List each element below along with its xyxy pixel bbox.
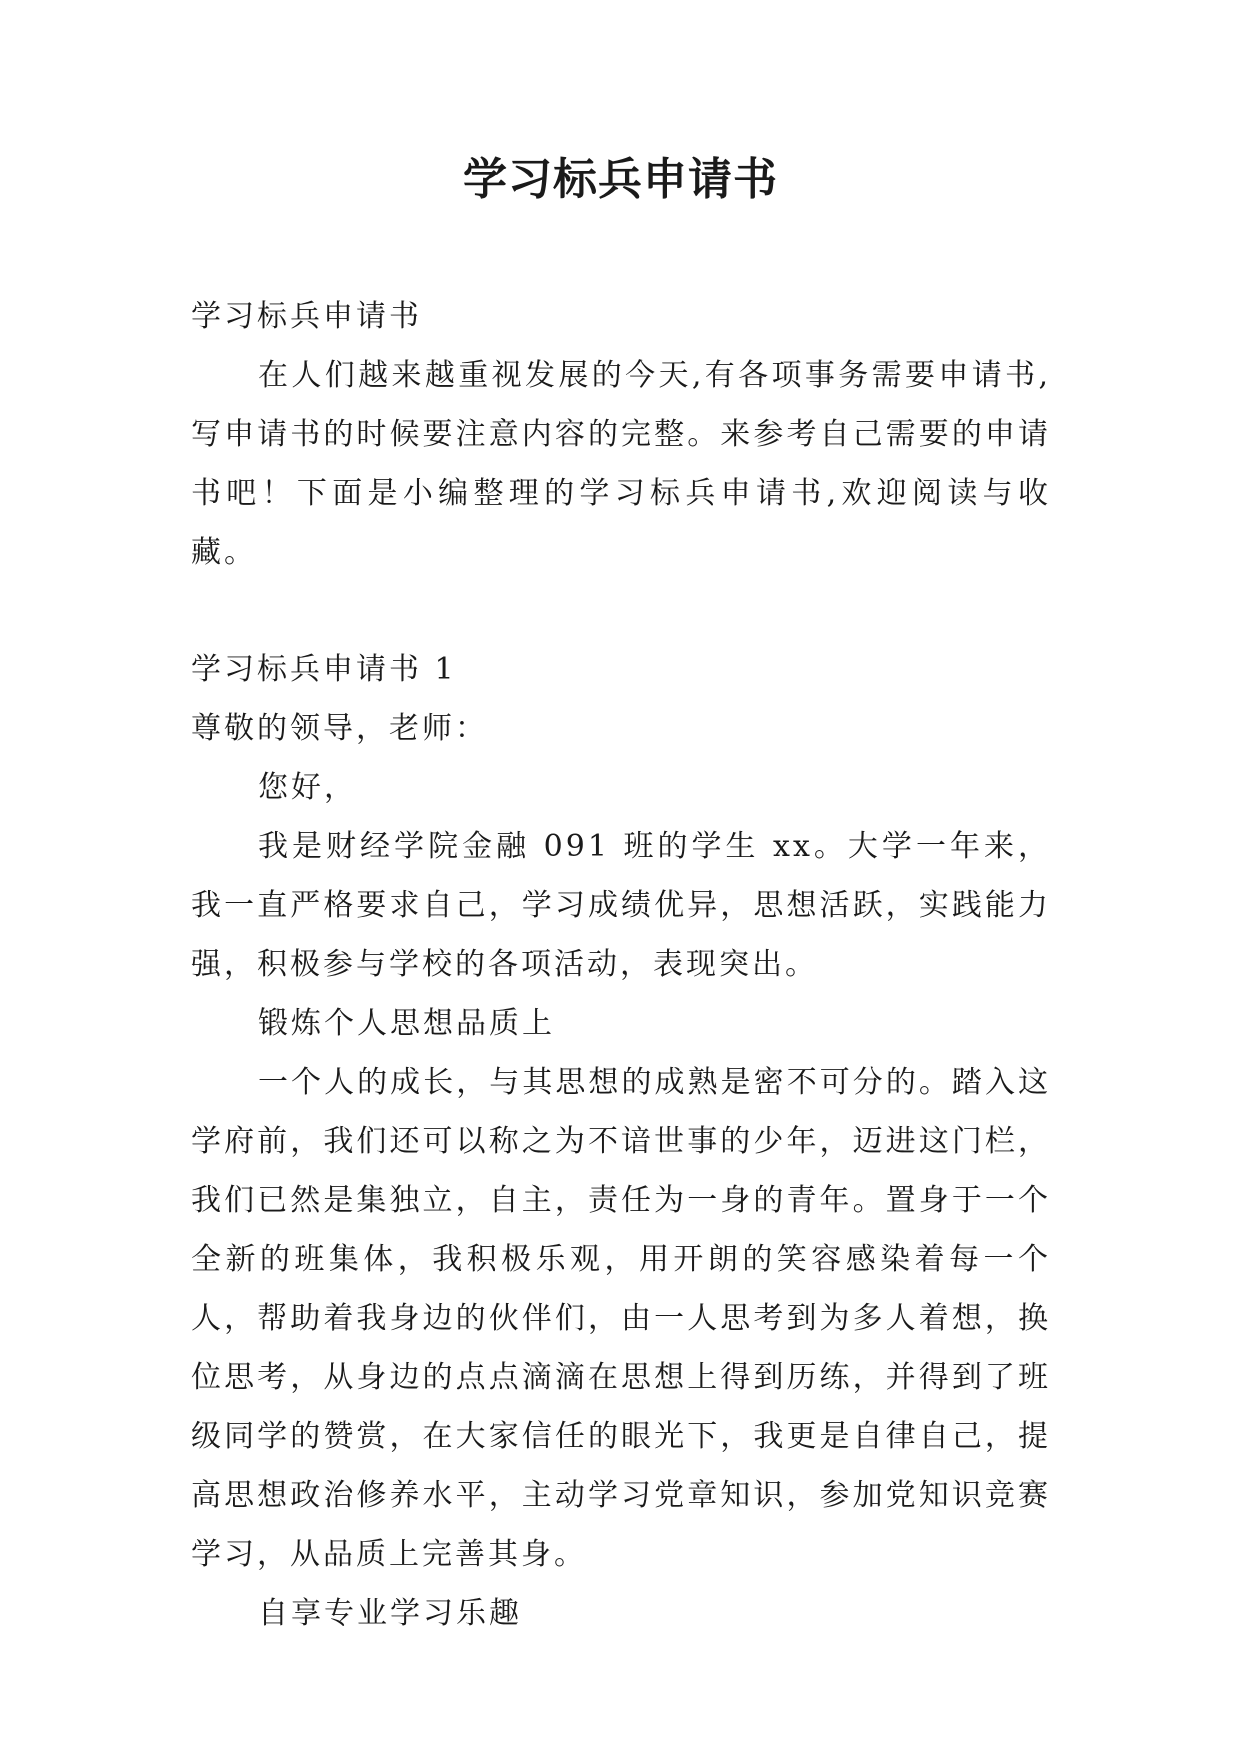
- section-heading: 学习标兵申请书: [191, 299, 422, 334]
- salutation: 尊敬的领导，老师：: [191, 711, 488, 746]
- subheading: 锻炼个人思想品质上: [258, 1006, 555, 1041]
- subheading: 自享专业学习乐趣: [258, 1596, 522, 1631]
- body-paragraph: 我是财经学院金融 091 班的学生 xx。大学一年来，我一直严格要求自己，学习成绩优异，思想活跃，实践能力强，积极参与学校的各项活动，表现突出。: [191, 829, 1051, 982]
- greeting: 您好，: [258, 770, 357, 805]
- document-body: [191, 287, 1051, 1643]
- document-title: 学习标兵申请书: [463, 154, 778, 205]
- body-paragraph: 一个人的成长，与其思想的成熟是密不可分的。踏入这学府前，我们还可以称之为不谙世事的少年，迈进这门栏，我们已然是集独立，自主，责任为一身的青年。置身于一个全新的班集体，我积极乐观，用开朗的笑容感染着每一个人，帮助着我身边的伙伴们，由一人思考到为多人着想，换位思考，从身边的点点滴滴在思想上得到历练，并得到了班级同学的赞赏，在大家信任的眼光下，我更是自律自己，提高思想政治修养水平，主动学习党章知识，参加党知识竞赛学习，从品质上完善其身。: [191, 1065, 1051, 1572]
- intro-paragraph: 在人们越来越重视发展的今天,有各项事务需要申请书,写申请书的时候要注意内容的完整。来参考自己需要的申请书吧！下面是小编整理的学习标兵申请书,欢迎阅读与收藏。: [191, 358, 1051, 570]
- section-heading: 学习标兵申请书 1: [191, 652, 457, 687]
